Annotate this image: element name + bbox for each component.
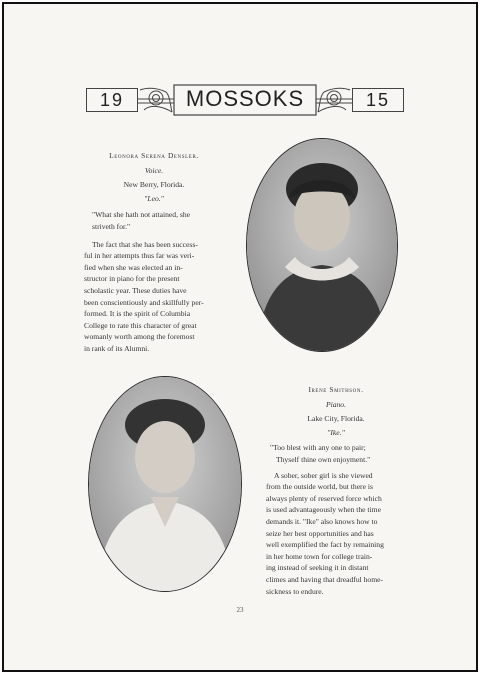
year-left: 19 <box>86 88 138 112</box>
bio-line: is used advantageously when the time <box>266 505 381 515</box>
bio-line: demands it. "Ike" also knows how to <box>266 516 378 526</box>
bio-line: College to rate this character of great <box>84 320 197 330</box>
bio-line: ing instead of seeking it in distant <box>266 563 369 573</box>
motto-line: "Too blest with any one to pair; <box>270 443 366 453</box>
student-subject: Piano. <box>325 399 347 409</box>
student-nickname: "Ike." <box>327 427 345 437</box>
student-hometown: Lake City, Florida. <box>307 414 365 424</box>
portrait-photo-1 <box>246 138 398 352</box>
bio-line: structor in piano for the present <box>84 274 180 284</box>
entry-2-text <box>266 384 406 597</box>
motto-line: "What she hath not attained, she <box>92 210 190 220</box>
bio-line: always plenty of reserved force which <box>266 493 382 503</box>
student-bio <box>84 239 224 355</box>
portrait-photo-2 <box>88 376 242 592</box>
bio-line: scholastic year. These duties have <box>84 285 187 295</box>
bio-line: formed. It is the spirit of Columbia <box>84 309 191 319</box>
page-frame <box>2 2 478 672</box>
student-name: Leonora Serena Densler. <box>109 151 199 160</box>
year-right: 15 <box>352 88 404 112</box>
bio-line: been conscientiously and skillfully per- <box>84 297 204 307</box>
student-nickname: "Leo." <box>144 193 164 203</box>
page-number: 23 <box>236 606 244 614</box>
bio-line: well exemplified the fact by remaining <box>266 540 384 550</box>
entry-1-text <box>84 150 224 355</box>
bio-line: A sober, sober girl is she viewed <box>274 470 373 480</box>
student-name: Irene Smithson. <box>308 385 364 394</box>
bio-line: ful in her attempts thus far was veri- <box>84 251 195 261</box>
student-subject: Voice. <box>144 165 164 175</box>
yearbook-page <box>4 4 476 670</box>
student-motto <box>266 442 406 465</box>
bio-line: fied when she was elected an in- <box>84 262 183 272</box>
yearbook-title: MOSSOKS <box>185 86 305 111</box>
bio-line: in her home town for college train- <box>266 551 373 561</box>
portrait-2-image <box>89 377 241 591</box>
bio-line: seize her best opportunities and has <box>266 528 374 538</box>
portrait-1-image <box>247 139 397 351</box>
student-bio <box>266 470 406 598</box>
bio-line: climes and having that dreadful home- <box>266 574 384 584</box>
motto-line: striveth for." <box>92 221 131 231</box>
bio-line: from the outside world, but there is <box>266 482 373 492</box>
student-motto <box>84 209 224 232</box>
bio-line: The fact that she has been success- <box>92 239 198 249</box>
bio-line: sickness to endure. <box>266 586 324 596</box>
header-banner <box>86 84 404 118</box>
bio-line: womanly worth among the foremost <box>84 332 195 342</box>
student-hometown: New Berry, Florida. <box>123 180 185 190</box>
motto-line: Thyself thine own enjoyment." <box>276 454 371 464</box>
bio-line: in rank of its Alumni. <box>84 343 150 353</box>
